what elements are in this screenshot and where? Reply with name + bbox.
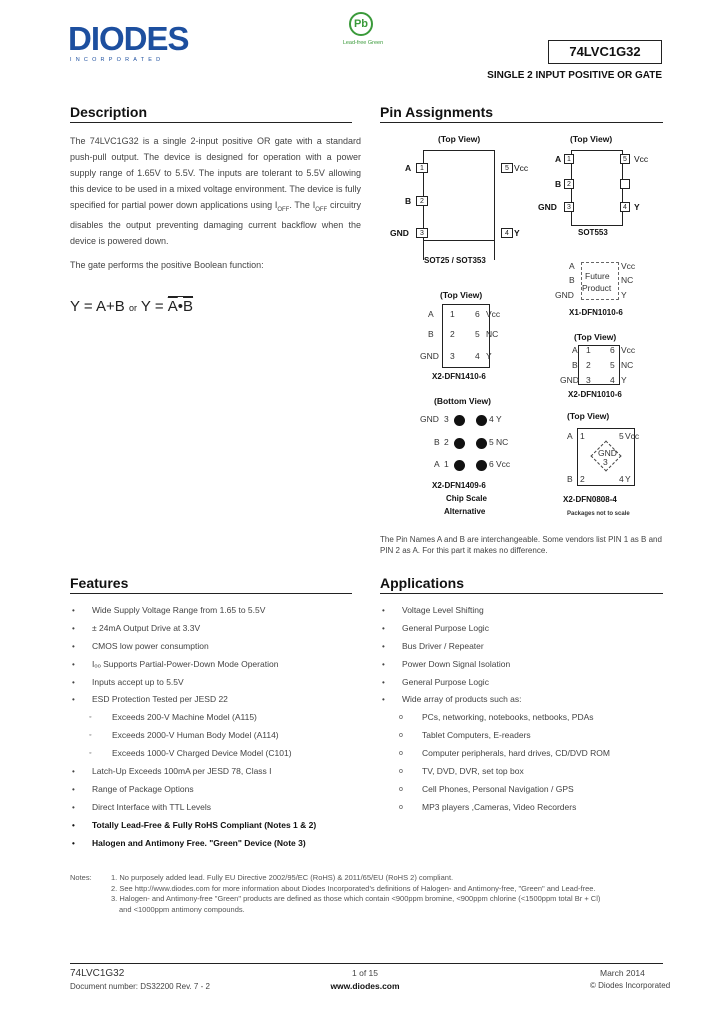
- page-subtitle: SINGLE 2 INPUT POSITIVE OR GATE: [487, 70, 662, 81]
- bullet-icon: ◦: [89, 732, 92, 740]
- footer-url[interactable]: www.diodes.com: [330, 981, 400, 991]
- features-item: ◦ Exceeds 1000-V Charged Device Model (C101): [70, 745, 360, 763]
- top-view-label: (Top View): [438, 134, 481, 144]
- bullet-icon: •: [72, 606, 75, 615]
- features-item: • ESD Protection Tested per JESD 22: [70, 691, 360, 709]
- applications-item: • Power Down Signal Isolation: [380, 656, 670, 674]
- bullet-icon: •: [382, 606, 385, 615]
- sot553-diagram: (Top View) A 1 B 2 GND 3 5 Vcc 4 Y SOT553: [538, 134, 649, 237]
- description-p1: The 74LVC1G32 is a single 2-input positive OR gate with a standard push-pull output. The device is designed for operation with a power supply range of 1.65V to 5.5V. The inputs are tolerant to 5.5V allowing this device to be used in a mixed voltage environment. The device is fully specified for partial power down applications using: [70, 136, 361, 210]
- bullet-icon: •: [72, 641, 75, 651]
- applications-item: • Bus Driver / Repeater: [380, 638, 670, 656]
- description-title: Description: [70, 104, 352, 123]
- ball-icon: [476, 438, 487, 449]
- note-1: 1. No purposely added lead. Fully EU Directive 2002/95/EC (RoHS) & 2011/65/EU (RoHS 2) compliant.: [111, 873, 454, 882]
- bullet-icon: •: [72, 784, 75, 794]
- features-item: • CMOS low power consumption: [70, 638, 360, 656]
- features-item: • Iₒₒ Supports Partial-Power-Down Mode Operation: [70, 656, 360, 674]
- bullet-icon: •: [382, 623, 385, 633]
- description-tail2: circuitry disables the output preventing damaging current backflow when the device is powered down.: [70, 199, 361, 247]
- features-item: • Inputs accept up to 5.5V: [70, 674, 360, 692]
- applications-item: • Voltage Level Shifting: [380, 602, 670, 620]
- bullet-icon: •: [72, 820, 75, 830]
- features-item: • Direct Interface with TTL Levels: [70, 799, 360, 817]
- applications-item: o TV, DVD, DVR, set top box: [380, 763, 670, 781]
- bullet-icon: o: [399, 768, 403, 776]
- footer-date: March 2014: [600, 968, 645, 978]
- bullet-icon: •: [382, 659, 385, 669]
- notes-label: Notes:: [70, 873, 92, 882]
- bullet-icon: •: [72, 659, 75, 669]
- description-tail: . The: [289, 199, 310, 210]
- bullet-icon: •: [72, 695, 75, 705]
- bullet-icon: o: [399, 714, 403, 722]
- features-title: Features: [70, 575, 352, 594]
- features-item: ◦ Exceeds 200-V Machine Model (A115): [70, 709, 360, 727]
- applications-item: o Tablet Computers, E-readers: [380, 727, 670, 745]
- applications-item: o Computer peripherals, hard drives, CD/DVD ROM: [380, 745, 670, 763]
- footer-page: 1 of 15: [352, 968, 378, 978]
- bullet-icon: •: [72, 677, 75, 687]
- features-item: ◦ Exceeds 2000-V Human Body Model (A114): [70, 727, 360, 745]
- ioff-symbol: $I_{OFF}$: [274, 199, 290, 213]
- applications-title: Applications: [380, 575, 663, 594]
- bullet-icon: ◦: [89, 714, 92, 722]
- sot25-body: [423, 150, 495, 260]
- x2dfn1410-diagram: (Top View) A 1 B 2 GND 3 6 Vcc 5 NC 4 Y X2-DFN1410-6: [420, 290, 501, 381]
- sot553-name: SOT553: [578, 228, 608, 237]
- x2dfn1010-diagram: (Top View) A 1 B 2 GND 3 6 Vcc 5 NC 4 Y X2-DFN1010-6: [560, 332, 636, 399]
- description-p2: The gate performs the positive Boolean function:: [70, 260, 264, 270]
- pin-note: The Pin Names A and B are interchangeable. Some vendors list PIN 1 as B and PIN 2 as A. For this part it makes no difference.: [380, 535, 662, 555]
- x1dfn1010-diagram: A B GND Future Product Vcc NC Y X1-DFN1010-6: [555, 261, 636, 317]
- lead-free-label: Lead-free Green: [342, 40, 384, 46]
- features-list: [70, 602, 360, 852]
- note-2: 2. See http://www.diodes.com for more information about Diodes Incorporated's definitions of Halogen- and Antimony-free, "Green" and Lead-free.: [111, 883, 596, 893]
- x2dfn1409-diagram: (Bottom View) GND 3 4 Y B 2 5 NC A 1 6 Vcc X2-DFN1409-6 Chip Scale Alternative: [420, 396, 511, 516]
- bullet-icon: •: [382, 677, 385, 687]
- footer-part: 74LVC1G32: [70, 968, 125, 979]
- applications-item: o MP3 players ,Cameras, Video Recorders: [380, 799, 670, 817]
- note-3: 3. Halogen- and Antimony-free "Green" products are defined as those which contain <900ppm bromine, <900ppm chlorine (<1500ppm total Br + Cl): [111, 894, 601, 903]
- features-item: • Latch-Up Exceeds 100mA per JESD 78, Class I: [70, 763, 360, 781]
- features-item: • Totally Lead-Free & Fully RoHS Compliant (Notes 1 & 2): [70, 817, 360, 835]
- applications-item: • General Purpose Logic: [380, 674, 670, 692]
- diodes-logo: DIODES: [68, 20, 189, 57]
- footer-copyright: © Diodes Incorporated: [590, 981, 671, 990]
- bullet-icon: •: [72, 767, 75, 777]
- ball-icon: [454, 438, 465, 449]
- applications-item: • Wide array of products such as:: [380, 691, 670, 709]
- applications-list: [380, 602, 670, 817]
- features-item: • Wide Supply Voltage Range from 1.65 to 5.5V: [70, 602, 360, 620]
- part-number-box: 74LVC1G32: [548, 40, 662, 64]
- bullet-icon: o: [399, 732, 403, 740]
- sot25-diagram: (Top View) A 1 B 2 GND 3 5 Vcc 4 Y SOT25 / SOT353: [390, 134, 529, 265]
- bullet-icon: •: [72, 623, 75, 633]
- future-product-box: [581, 262, 619, 300]
- ball-icon: [454, 415, 465, 426]
- features-item: • Halogen and Antimony Free. "Green" Device (Note 3): [70, 835, 360, 853]
- features-item: • ± 24mA Output Drive at 3.3V: [70, 620, 360, 638]
- boolean-formula: Y = A+B or $Y = \overline{A}•\overline{B}$: [70, 298, 194, 315]
- bullet-icon: o: [399, 750, 403, 758]
- x2dfn0808-diagram: (Top View) GND 3 A 1 5 Vcc B 2 4 Y X2-DFN0808-4 Packages not to scale: [563, 411, 640, 517]
- note-3-cont: and <1000ppm antimony compounds.: [119, 904, 245, 914]
- applications-item: o Cell Phones, Personal Navigation / GPS: [380, 781, 670, 799]
- description-body: [70, 134, 361, 250]
- applications-item: • General Purpose Logic: [380, 620, 670, 638]
- bullet-icon: •: [72, 802, 75, 812]
- lead-free-icon: Pb: [349, 12, 373, 36]
- bullet-icon: •: [382, 641, 385, 651]
- ball-icon: [476, 460, 487, 471]
- bullet-icon: •: [382, 695, 385, 705]
- ball-icon: [476, 415, 487, 426]
- sot553-body: [571, 150, 623, 226]
- bullet-icon: •: [72, 838, 75, 848]
- bullet-icon: o: [399, 803, 403, 811]
- ioff-symbol-2: $I_{OFF}$: [312, 199, 328, 213]
- features-item: • Range of Package Options: [70, 781, 360, 799]
- pin-assignments-title: Pin Assignments: [380, 104, 663, 123]
- bullet-icon: o: [399, 785, 403, 793]
- ball-icon: [454, 460, 465, 471]
- logo-subtitle: INCORPORATED: [70, 57, 165, 63]
- notes-body: [111, 873, 671, 915]
- applications-item: o PCs, networking, notebooks, netbooks, PDAs: [380, 709, 670, 727]
- sot25-name: SOT25 / SOT353: [424, 256, 486, 265]
- bullet-icon: ◦: [89, 750, 92, 758]
- footer-doc: Document number: DS32200 Rev. 7 - 2: [70, 982, 210, 991]
